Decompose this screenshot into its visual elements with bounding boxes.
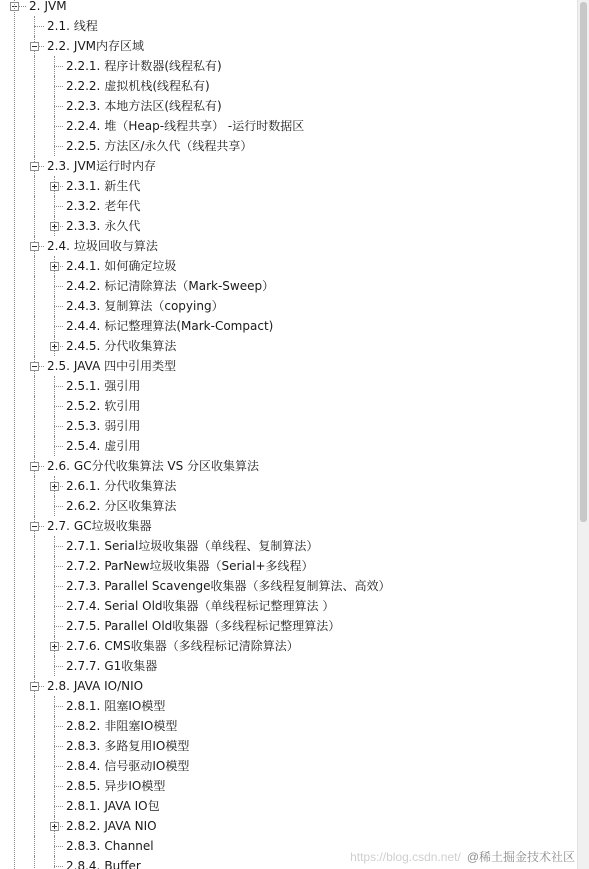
- tree-item[interactable]: [47, 356, 176, 376]
- tree-item-number: 2.5.2.: [66, 399, 101, 413]
- tree-guide: [34, 136, 35, 156]
- tree-item-label: 非阻塞IO模型: [104, 719, 178, 733]
- tree-item[interactable]: [66, 436, 140, 456]
- tree-connector: [54, 866, 63, 867]
- tree-item[interactable]: [66, 496, 176, 516]
- tree-item-label: 阻塞IO模型: [104, 699, 166, 713]
- tree-item-number: 2.6.: [47, 459, 70, 473]
- tree-connector: [54, 306, 63, 307]
- minus-box-icon[interactable]: [30, 242, 39, 251]
- tree-item-number: 2.4.: [47, 239, 70, 253]
- tree-guide: [54, 136, 55, 156]
- tree-guide: [34, 376, 35, 396]
- tree-item-label: 老年代: [104, 199, 141, 213]
- tree-item-number: 2.8.4.: [66, 759, 101, 773]
- tree-item[interactable]: [66, 56, 222, 76]
- tree-guide: [34, 116, 35, 136]
- tree-item-label: 新生代: [104, 179, 141, 193]
- tree-item-label: ParNew垃圾收集器（Serial+多线程）: [104, 559, 314, 573]
- tree-guide: [34, 796, 35, 816]
- watermark-url: https://blog.csdn.net/: [350, 850, 461, 864]
- tree-item-label: CMS收集器（多线程标记清除算法）: [104, 639, 299, 653]
- tree-guide: [54, 616, 55, 636]
- tree-guide: [54, 96, 55, 116]
- tree-guide: [34, 16, 35, 36]
- tree-item-number: 2.8.4.: [66, 859, 101, 869]
- tree-item[interactable]: [66, 856, 141, 869]
- tree-connector: [54, 426, 63, 427]
- tree-item[interactable]: [66, 536, 318, 556]
- tree-item-label: 本地方法区(线程私有): [104, 99, 222, 113]
- tree-guide: [54, 536, 55, 556]
- tree-item-number: 2.7.5.: [66, 619, 101, 633]
- tree-item-number: 2.2.3.: [66, 99, 101, 113]
- tree-item[interactable]: [66, 556, 314, 576]
- tree-item-number: 2.8.3.: [66, 739, 101, 753]
- tree-item-label: Parallel Scavenge收集器（多线程复制算法、高效）: [104, 579, 391, 593]
- tree-item-label: 标记整理算法(Mark-Compact): [104, 319, 274, 333]
- tree-item[interactable]: [66, 596, 334, 616]
- minus-box-icon[interactable]: [30, 682, 39, 691]
- tree-item-label: 弱引用: [104, 419, 141, 433]
- tree-guide: [54, 656, 55, 676]
- tree-connector: [54, 626, 63, 627]
- tree-item[interactable]: [66, 96, 222, 116]
- tree-connector: [54, 206, 63, 207]
- tree-item-number: 2.4.3.: [66, 299, 101, 313]
- tree-item-number: 2.8.5.: [66, 779, 101, 793]
- tree-guide: [54, 416, 55, 436]
- tree-item-number: 2.4.1.: [66, 259, 101, 273]
- tree-item-number: 2.7.3.: [66, 579, 101, 593]
- tree-item[interactable]: [66, 216, 140, 236]
- tree-item[interactable]: [66, 816, 157, 836]
- tree-guide: [54, 576, 55, 596]
- tree-item-number: 2.6.2.: [66, 499, 101, 513]
- tree-item[interactable]: [66, 416, 140, 436]
- tree-guide: [54, 596, 55, 616]
- tree-item[interactable]: [66, 476, 176, 496]
- tree-guide: [34, 496, 35, 516]
- tree-item[interactable]: [66, 796, 160, 816]
- plus-box-icon[interactable]: [50, 822, 59, 831]
- tree-item-number: 2.2.4.: [66, 119, 101, 133]
- tree-connector: [54, 606, 63, 607]
- tree-item-number: 2.5.1.: [66, 379, 101, 393]
- tree-guide: [54, 116, 55, 136]
- tree-connector: [54, 146, 63, 147]
- tree-connector: [54, 666, 63, 667]
- tree-item[interactable]: [66, 256, 176, 276]
- tree-item[interactable]: [47, 156, 156, 176]
- tree-item-number: 2.5.: [47, 359, 70, 373]
- tree-item[interactable]: [66, 396, 140, 416]
- tree-item-number: 2.4.4.: [66, 319, 101, 333]
- tree-item-number: 2.1.: [47, 19, 70, 33]
- tree-item-number: 2.: [29, 0, 41, 13]
- tree-item-label: JAVA 四中引用类型: [73, 359, 177, 373]
- tree-guide: [54, 856, 55, 869]
- tree-item-number: 2.4.2.: [66, 279, 101, 293]
- tree-item[interactable]: [66, 276, 274, 296]
- tree-item[interactable]: [66, 656, 157, 676]
- tree-guide: [34, 336, 35, 356]
- tree-guide: [34, 416, 35, 436]
- tree-guide: [54, 776, 55, 796]
- tree-item-number: 2.6.1.: [66, 479, 101, 493]
- tree-item[interactable]: [66, 716, 177, 736]
- tree-guide: [34, 576, 35, 596]
- tree-connector: [54, 746, 63, 747]
- tree-item-label: 强引用: [104, 379, 141, 393]
- tree-item[interactable]: [47, 236, 158, 256]
- minus-box-icon[interactable]: [30, 162, 39, 171]
- tree-guide: [54, 76, 55, 96]
- plus-box-icon[interactable]: [50, 262, 59, 271]
- tree-guide: [34, 756, 35, 776]
- tree-item[interactable]: [47, 16, 98, 36]
- tree-item-number: 2.8.2.: [66, 819, 101, 833]
- tree-item[interactable]: [66, 696, 165, 716]
- tree-connector: [34, 26, 44, 27]
- tree-item-number: 2.7.4.: [66, 599, 101, 613]
- tree-guide: [34, 436, 35, 456]
- tree-guide: [54, 556, 55, 576]
- tree-item-label: Serial垃圾收集器（单线程、复制算法）: [104, 539, 319, 553]
- tree-item-number: 2.2.1.: [66, 59, 101, 73]
- tree-guide: [54, 796, 55, 816]
- tree-guide: [54, 376, 55, 396]
- tree-guide: [34, 176, 35, 196]
- tree-item-label: 多路复用IO模型: [104, 739, 190, 753]
- tree-connector: [54, 406, 63, 407]
- tree-item-label: 分区收集算法: [104, 499, 177, 513]
- tree-connector: [54, 846, 63, 847]
- tree-connector: [54, 66, 63, 67]
- tree-item-number: 2.8.1.: [66, 699, 101, 713]
- tree-guide: [34, 256, 35, 276]
- tree-connector: [54, 706, 63, 707]
- tree-guide: [34, 636, 35, 656]
- tree-guide: [34, 196, 35, 216]
- tree-item-label: JAVA NIO: [104, 819, 157, 833]
- tree-guide: [34, 736, 35, 756]
- tree-item-label: 虚引用: [104, 439, 141, 453]
- tree-item[interactable]: [47, 676, 143, 696]
- tree-item[interactable]: [66, 576, 391, 596]
- plus-box-icon[interactable]: [50, 182, 59, 191]
- tree-item-number: 2.8.1.: [66, 799, 101, 813]
- tree-guide: [34, 656, 35, 676]
- tree-item[interactable]: [66, 756, 189, 776]
- tree-item-label: JAVA IO包: [104, 799, 160, 813]
- tree-item[interactable]: [47, 36, 144, 56]
- tree-guide: [34, 596, 35, 616]
- tree-guide: [54, 496, 55, 516]
- tree-item-number: 2.7.1.: [66, 539, 101, 553]
- tree-guide: [34, 316, 35, 336]
- tree-item-label: 异步IO模型: [104, 779, 166, 793]
- watermark: [350, 848, 575, 865]
- plus-box-icon[interactable]: [50, 342, 59, 351]
- tree-guide: [34, 616, 35, 636]
- tree-guide: [34, 816, 35, 836]
- tree-guide: [54, 316, 55, 336]
- tree-item[interactable]: [66, 116, 304, 136]
- tree-guide: [34, 556, 35, 576]
- tree-connector: [54, 386, 63, 387]
- tree-item-number: 2.2.2.: [66, 79, 101, 93]
- tree-item-number: 2.7.7.: [66, 659, 101, 673]
- tree-item-number: 2.5.3.: [66, 419, 101, 433]
- tree-item-number: 2.7.: [47, 519, 70, 533]
- tree-item-label: JAVA IO/NIO: [73, 679, 144, 693]
- tree-guide: [54, 196, 55, 216]
- tree-item-label: 分代收集算法: [104, 339, 177, 353]
- tree-guide: [34, 396, 35, 416]
- tree-connector: [54, 766, 63, 767]
- tree-item[interactable]: [66, 76, 210, 96]
- tree-item[interactable]: [29, 0, 67, 16]
- tree-guide: [34, 276, 35, 296]
- tree-guide: [54, 836, 55, 856]
- tree-item-label: JVM内存区域: [73, 39, 145, 53]
- tree-guide: [34, 216, 35, 236]
- minus-box-icon[interactable]: [30, 362, 39, 371]
- tree-item-number: 2.2.5.: [66, 139, 101, 153]
- tree-item-number: 2.8.: [47, 679, 70, 693]
- tree-connector: [54, 726, 63, 727]
- tree-item-number: 2.3.1.: [66, 179, 101, 193]
- tree-item[interactable]: [66, 616, 340, 636]
- tree-guide: [34, 76, 35, 96]
- tree-item-label: 虚拟机栈(线程私有): [104, 79, 210, 93]
- tree-item-number: 2.8.3.: [66, 839, 101, 853]
- tree-guide: [54, 436, 55, 456]
- minus-box-icon[interactable]: [30, 462, 39, 471]
- tree-guide: [34, 776, 35, 796]
- tree-item[interactable]: [66, 136, 252, 156]
- tree-item-number: 2.3.3.: [66, 219, 101, 233]
- tree-guide: [54, 736, 55, 756]
- tree-item[interactable]: [66, 196, 140, 216]
- minus-box-icon[interactable]: [30, 522, 39, 531]
- watermark-brand: @稀土掘金技术社区: [466, 850, 575, 864]
- tree-item-label: G1收集器: [104, 659, 158, 673]
- tree-connector: [54, 446, 63, 447]
- tree-item[interactable]: [66, 316, 273, 336]
- tree-item-label: 堆（Heap-线程共享） -运行时数据区: [104, 119, 305, 133]
- tree-item-number: 2.4.5.: [66, 339, 101, 353]
- tree-item-label: 线程: [73, 19, 98, 33]
- tree-connector: [54, 786, 63, 787]
- tree-guide: [54, 716, 55, 736]
- tree-item-number: 2.5.4.: [66, 439, 101, 453]
- tree-guide: [54, 296, 55, 316]
- tree-guide: [34, 56, 35, 76]
- tree-item-label: GC垃圾收集器: [73, 519, 152, 533]
- minus-box-icon[interactable]: [30, 42, 39, 51]
- tree-item-number: 2.7.2.: [66, 559, 101, 573]
- tree-item[interactable]: [66, 836, 154, 856]
- tree-item-label: JVM: [44, 0, 67, 13]
- tree-item-label: 程序计数器(线程私有): [104, 59, 222, 73]
- tree-item[interactable]: [47, 456, 259, 476]
- tree-connector: [54, 286, 63, 287]
- plus-box-icon[interactable]: [50, 642, 59, 651]
- tree-guide: [54, 696, 55, 716]
- tree-connector: [54, 546, 63, 547]
- tree-guide: [34, 716, 35, 736]
- tree-item[interactable]: [66, 296, 224, 316]
- tree-item-number: 2.2.: [47, 39, 70, 53]
- tree-item[interactable]: [66, 636, 299, 656]
- tree-connector: [54, 326, 63, 327]
- tree-item-label: 方法区/永久代（线程共享）: [104, 139, 253, 153]
- tree-connector: [54, 566, 63, 567]
- tree-item[interactable]: [66, 336, 176, 356]
- tree-item[interactable]: [66, 176, 140, 196]
- tree-guide: [34, 856, 35, 869]
- vertical-scrollbar[interactable]: [577, 0, 589, 869]
- tree-item-number: 2.3.: [47, 159, 70, 173]
- tree-guide: [34, 836, 35, 856]
- tree-guide: [34, 296, 35, 316]
- tree-item-label: Parallel Old收集器（多线程标记整理算法）: [104, 619, 341, 633]
- tree-connector: [54, 86, 63, 87]
- tree-item-label: 分代收集算法: [104, 479, 177, 493]
- tree-item-number: 2.8.2.: [66, 719, 101, 733]
- tree-guide: [14, 0, 15, 869]
- tree-item-label: 如何确定垃圾: [104, 259, 177, 273]
- plus-box-icon[interactable]: [50, 222, 59, 231]
- tree-connector: [54, 806, 63, 807]
- tree-guide: [54, 56, 55, 76]
- tree-item-label: 标记清除算法（Mark-Sweep）: [104, 279, 275, 293]
- tree-item-label: 永久代: [104, 219, 141, 233]
- tree-item-label: JVM运行时内存: [73, 159, 157, 173]
- tree-item[interactable]: [47, 516, 152, 536]
- tree-guide: [54, 756, 55, 776]
- tree-item-label: Buffer: [104, 859, 141, 869]
- tree-item-label: 软引用: [104, 399, 141, 413]
- tree-guide: [34, 536, 35, 556]
- tree-connector: [54, 586, 63, 587]
- tree-guide: [34, 696, 35, 716]
- tree-item-number: 2.7.6.: [66, 639, 101, 653]
- tree-connector: [54, 126, 63, 127]
- tree-item-number: 2.3.2.: [66, 199, 101, 213]
- tree-guide: [54, 276, 55, 296]
- tree-item-label: Channel: [104, 839, 154, 853]
- tree-item-label: 垃圾回收与算法: [73, 239, 158, 253]
- tree-item[interactable]: [66, 376, 140, 396]
- tree-item-label: 复制算法（copying）: [104, 299, 224, 313]
- tree-item-label: 信号驱动IO模型: [104, 759, 190, 773]
- tree-item[interactable]: [66, 736, 189, 756]
- tree-guide: [34, 476, 35, 496]
- tree-guide: [34, 96, 35, 116]
- tree-item[interactable]: [66, 776, 165, 796]
- tree-item-label: Serial Old收集器（单线程标记整理算法 ）: [104, 599, 335, 613]
- tree-connector: [54, 106, 63, 107]
- scrollbar-thumb[interactable]: [580, 2, 587, 522]
- tree-connector: [54, 506, 63, 507]
- plus-box-icon[interactable]: [50, 482, 59, 491]
- tree-item-label: GC分代收集算法 VS 分区收集算法: [73, 459, 260, 473]
- tree-guide: [54, 396, 55, 416]
